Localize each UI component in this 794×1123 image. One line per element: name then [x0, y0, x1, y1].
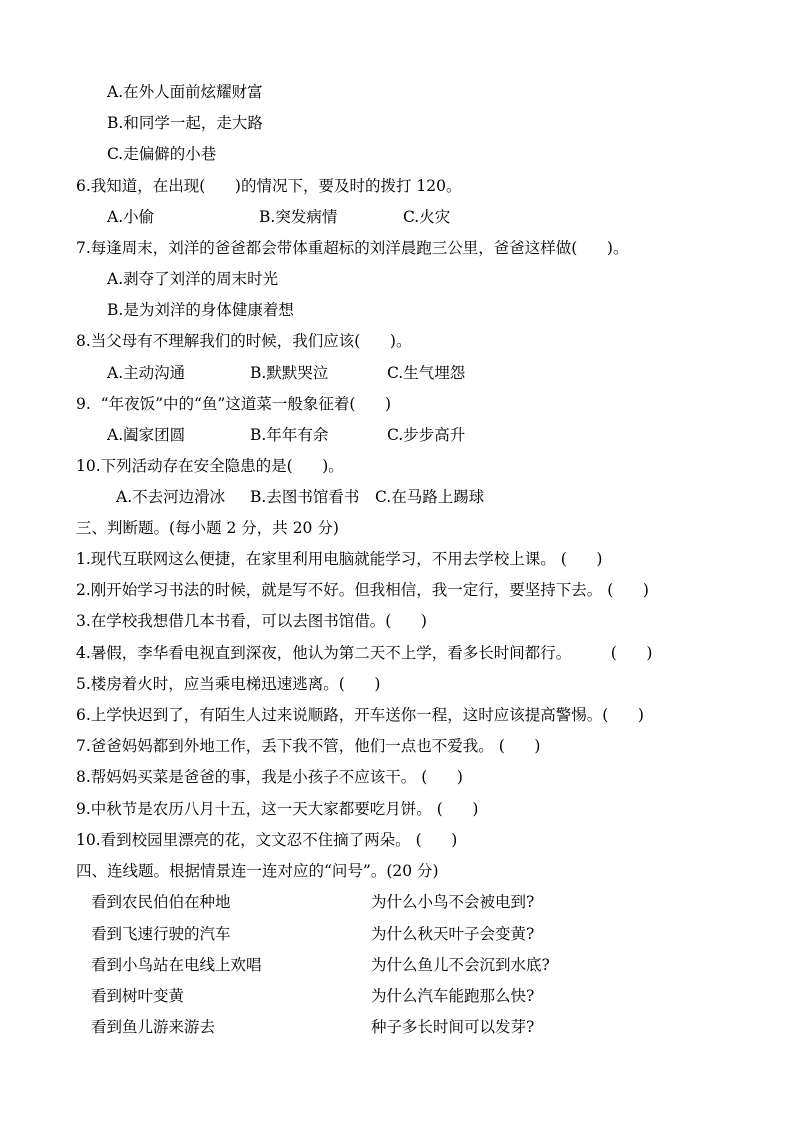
- match-left-1: 看到农民伯伯在种地: [91, 893, 231, 911]
- q6-option-c: C.火灾: [403, 208, 451, 226]
- q9-option-a: A.阖家团圆: [107, 426, 186, 444]
- q6-stem: 6.我知道，在出现( )的情况下，要及时的拨打 120。: [76, 177, 462, 195]
- q7-stem: 7.每逢周末，刘洋的爸爸都会带体重超标的刘洋晨跑三公里，爸爸这样做( )。: [76, 239, 629, 257]
- match-right-4: 为什么汽车能跑那么快?: [371, 987, 535, 1005]
- q10-option-b: B.去图书馆看书: [250, 488, 360, 506]
- q10-option-c: C.在马路上踢球: [375, 488, 485, 506]
- q7-option-a: A.剥夺了刘洋的周末时光: [107, 270, 279, 288]
- q8-option-b: B.默默哭泣: [250, 364, 329, 382]
- q9-stem: 9. “年夜饭”中的“鱼”这道菜一般象征着( ): [76, 395, 391, 413]
- match-right-5: 种子多长时间可以发芽?: [371, 1018, 535, 1036]
- section4-title: 四、连线题。根据情景连一连对应的“问号”。(20 分): [76, 862, 439, 880]
- tf-item-3: 3.在学校我想借几本书看，可以去图书馆借。( ): [76, 612, 427, 630]
- tf-item-6: 6.上学快迟到了，有陌生人过来说顺路，开车送你一程，这时应该提高警惕。( ): [76, 706, 644, 724]
- q5-option-b: B.和同学一起，走大路: [107, 114, 263, 132]
- match-left-2: 看到飞速行驶的汽车: [91, 925, 231, 943]
- match-right-2: 为什么秋天叶子会变黄?: [371, 925, 535, 943]
- q8-option-c: C.生气埋怨: [387, 364, 466, 382]
- section3-title: 三、判断题。(每小题 2 分，共 20 分): [76, 519, 339, 537]
- q9-option-b: B.年年有余: [250, 426, 329, 444]
- q5-option-a: A.在外人面前炫耀财富: [107, 83, 263, 101]
- q5-option-c: C.走偏僻的小巷: [107, 145, 217, 163]
- q6-option-a: A.小偷: [107, 208, 155, 226]
- q6-option-b: B.突发病情: [259, 208, 338, 226]
- q10-option-a: A.不去河边滑冰: [116, 488, 226, 506]
- tf-item-1: 1.现代互联网这么便捷，在家里利用电脑就能学习，不用去学校上课。 ( ): [76, 550, 603, 568]
- tf-item-5: 5.楼房着火时，应当乘电梯迅速逃离。( ): [76, 675, 381, 693]
- q10-stem: 10.下列活动存在安全隐患的是( )。: [76, 457, 344, 475]
- match-left-5: 看到鱼儿游来游去: [91, 1018, 216, 1036]
- tf-item-4: 4.暑假，李华看电视直到深夜，他认为第二天不上学，看多长时间都行。 ( ): [76, 644, 653, 662]
- tf-item-9: 9.中秋节是农历八月十五，这一天大家都要吃月饼。 ( ): [76, 800, 479, 818]
- q7-option-b: B.是为刘洋的身体健康着想: [107, 301, 294, 319]
- tf-item-2: 2.刚开始学习书法的时候，就是写不好。但我相信，我一定行，要坚持下去。 ( ): [76, 581, 649, 599]
- tf-item-7: 7.爸爸妈妈都到外地工作，丢下我不管，他们一点也不爱我。 ( ): [76, 737, 541, 755]
- match-left-4: 看到树叶变黄: [91, 987, 185, 1005]
- match-left-3: 看到小鸟站在电线上欢唱: [91, 956, 262, 974]
- match-right-3: 为什么鱼儿不会沉到水底?: [371, 956, 550, 974]
- match-right-1: 为什么小鸟不会被电到?: [371, 893, 535, 911]
- q8-stem: 8.当父母有不理解我们的时候，我们应该( )。: [76, 332, 412, 350]
- q8-option-a: A.主动沟通: [107, 364, 186, 382]
- q9-option-c: C.步步高升: [387, 426, 466, 444]
- tf-item-10: 10.看到校园里漂亮的花，文文忍不住摘了两朵。 ( ): [76, 831, 458, 849]
- tf-item-8: 8.帮妈妈买菜是爸爸的事，我是小孩子不应该干。 ( ): [76, 768, 463, 786]
